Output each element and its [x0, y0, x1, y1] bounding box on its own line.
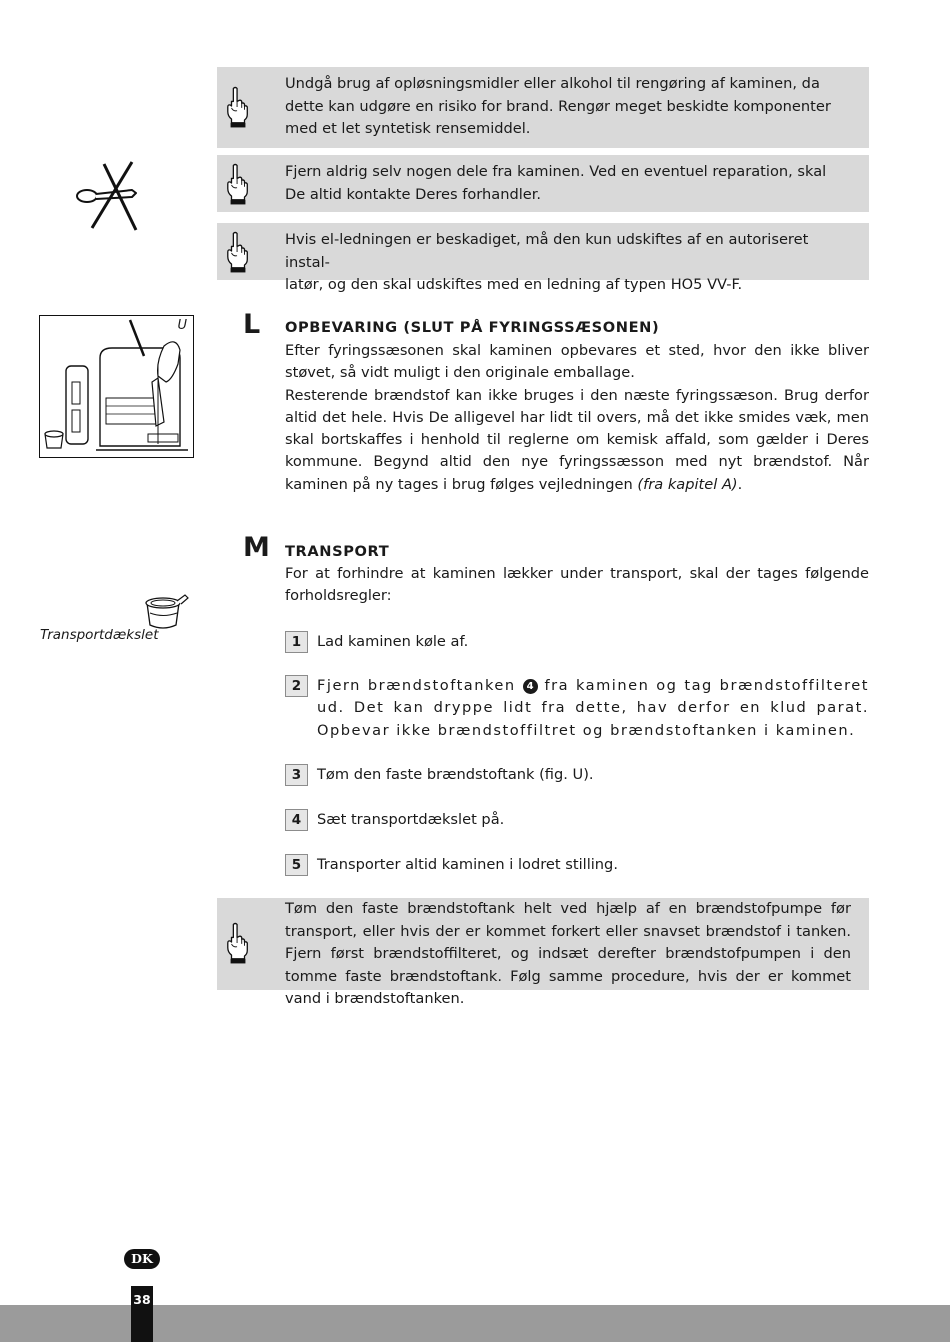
paragraph: Resterende brændstof kan ikke bruges i den næste fyringssæson. Brug derfor altid det hele. Hvis De alligevel har lidt til overs, må det ikke smides væk, men skal bortskaffes i henhold til reglerne om kemisk affald, som gælder i Deres kommune. Begynd altid den nye fyringssæsson med nyt brændstof. Når kaminen på ny tages i brug følges vejledningen (fra kapitel A).	[285, 386, 869, 493]
step-number: 3	[285, 764, 308, 786]
step-number: 2	[285, 675, 308, 697]
step-text: Tøm den faste brændstoftank (fig. U).	[317, 766, 594, 783]
step-text: Fjern brændstoftanken 4 fra kaminen og tag brændstoffilteret ud. Det kan dryppe lidt fra dette, hav derfor en klud parat. Opbevar ikke brændstoffiltret og brændstoftanken i kaminen.	[317, 677, 870, 739]
figure-u-heater-pump	[39, 315, 194, 458]
warning-note-cable	[217, 223, 869, 293]
figure-label: U	[177, 318, 187, 333]
no-screwdriver-icon	[74, 160, 144, 232]
warning-note-parts	[217, 155, 869, 212]
transport-cover-caption: Transportdækslet	[40, 627, 159, 643]
part-reference-badge: 4	[523, 679, 538, 694]
section-m-intro: For at forhindre at kaminen lækker under transport, skal der tages følgende forholdsregler:	[285, 565, 869, 605]
language-badge: DK	[124, 1249, 160, 1269]
section-title-storage: OPBEVARING (SLUT PÅ FYRINGSSÆSONEN)	[285, 319, 660, 336]
step-number: 4	[285, 809, 308, 831]
step-number: 1	[285, 631, 308, 653]
section-letter-l: L	[243, 309, 261, 340]
pointing-hand-icon	[225, 161, 251, 207]
paragraph: Efter fyringssæsonen skal kaminen opbevares et sted, hvor den ikke bliver støvet, så vidt muligt i den originale emballage.	[285, 342, 869, 382]
page-number: 38	[131, 1286, 153, 1342]
note-text: Undgå brug af opløsningsmidler eller alkohol til rengøring af kaminen, da dette kan udgøre en risiko for brand. Rengør meget beskidte komponenter med et let syntetisk rensemiddel.	[285, 75, 831, 137]
step-text: Lad kaminen køle af.	[317, 633, 469, 650]
chapter-reference: (fra kapitel A)	[637, 475, 738, 493]
note-text: Tøm den faste brændstoftank helt ved hjælp af en brændstofpumpe før transport, eller hvis der er kommet forkert eller snavset brændstof i tanken. Fjern først brændstoffilteret, og indsæt derefter brændstofpumpen i den tomme faste brændstoftank. Følg samme procedure, hvis der er kommet vand i brændstoftanken.	[285, 900, 851, 1007]
note-text: Hvis el-ledningen er beskadiget, må den kun udskiftes af en autoriseret instal- latør, og den skal udskiftes med en ledning af typen HO5 VV-F.	[285, 231, 809, 293]
section-l-body	[285, 340, 869, 496]
note-text: Fjern aldrig selv nogen dele fra kaminen. Ved en eventuel reparation, skal De altid kontakte Deres forhandler.	[285, 163, 827, 203]
step-number: 5	[285, 854, 308, 876]
step-text: Transporter altid kaminen i lodret stilling.	[317, 856, 618, 873]
section-letter-m: M	[243, 532, 270, 563]
step-text: Sæt transportdækslet på.	[317, 811, 505, 828]
warning-note-empty-tank	[217, 898, 869, 1007]
pointing-hand-icon	[225, 229, 251, 275]
pointing-hand-icon	[225, 920, 251, 966]
warning-note-solvents	[217, 67, 869, 148]
pointing-hand-icon	[225, 84, 251, 130]
section-title-transport: TRANSPORT	[285, 543, 390, 560]
